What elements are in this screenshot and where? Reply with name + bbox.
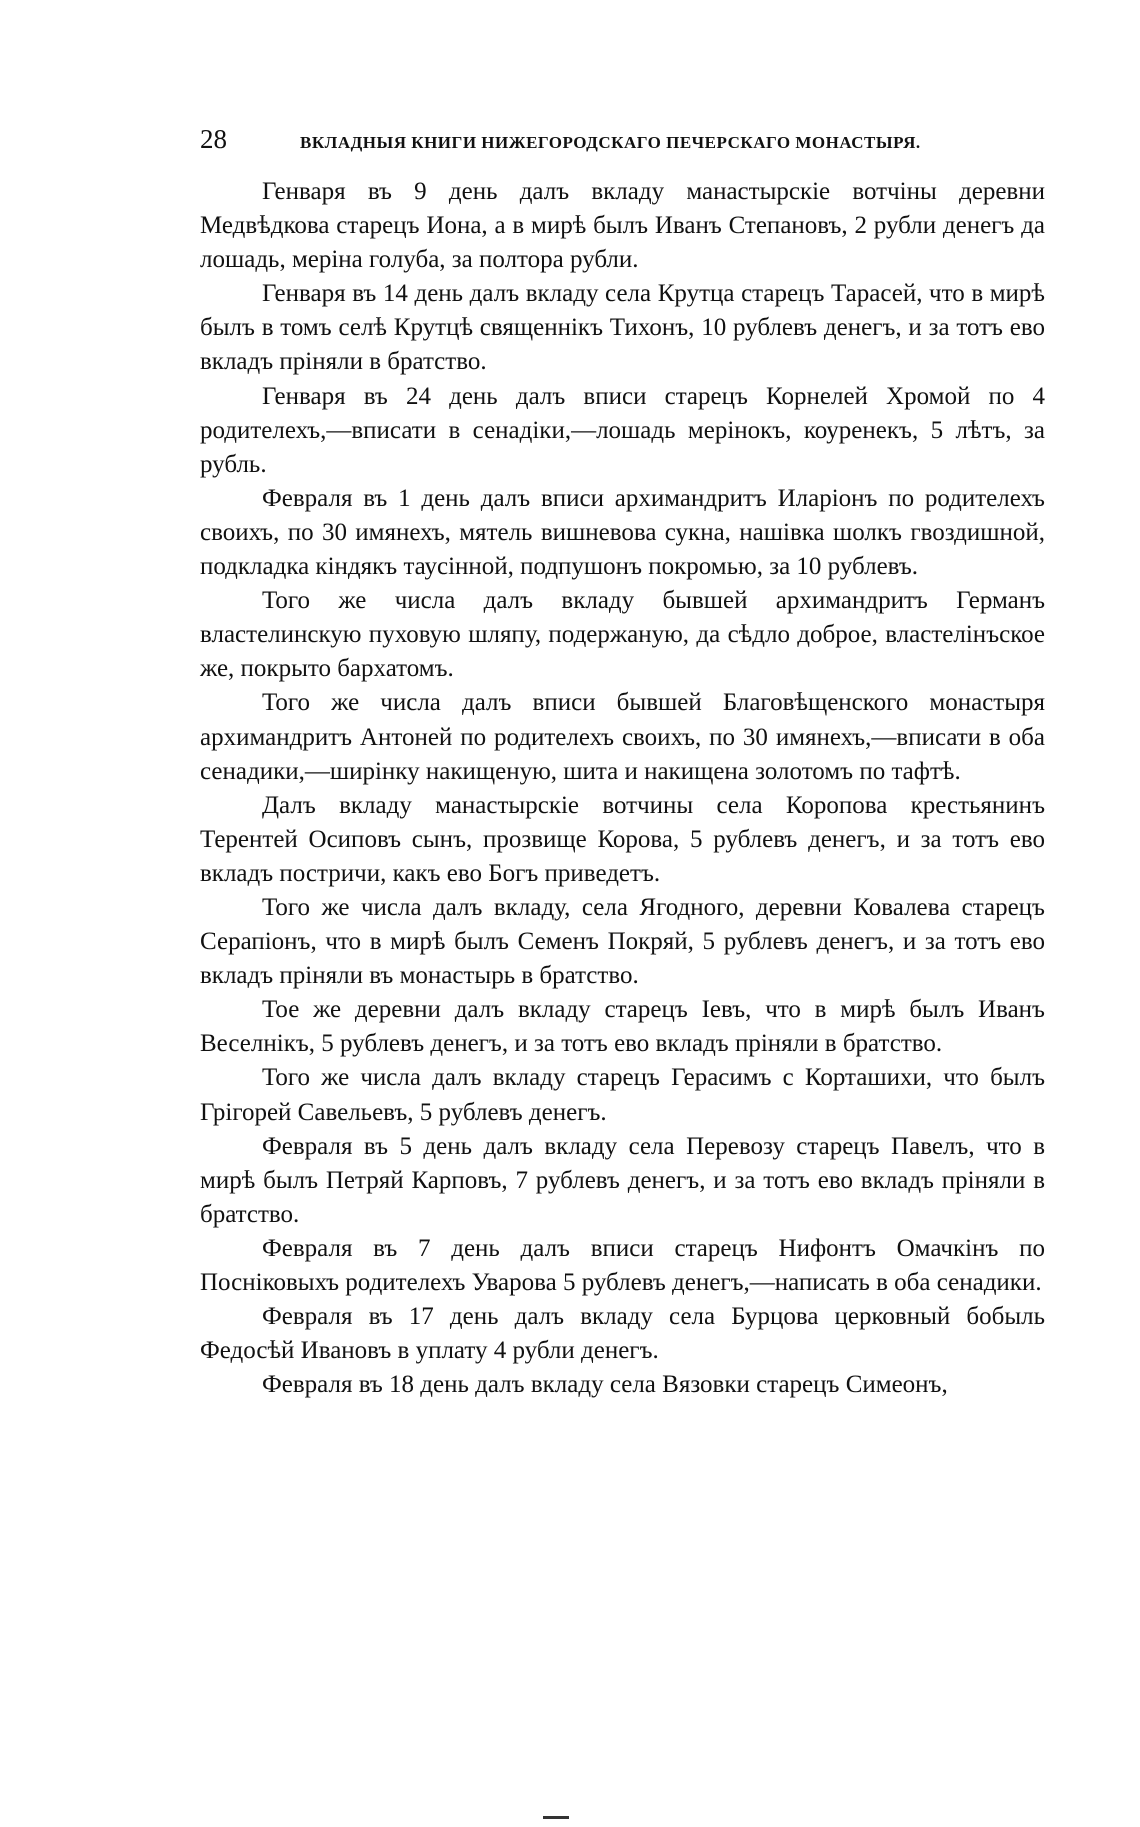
entry-paragraph: Февраля въ 5 день далъ вкладу села Перевозу старецъ Павелъ, что в мирѣ былъ Петряй Карповъ, 7 рублевъ денегъ, и за тотъ ево вкладъ пріняли в братство. [200,1132,1045,1228]
entry-paragraph: Февраля въ 17 день далъ вкладу села Бурцова церковный бобыль Федосѣй Ивановъ в уплату 4 рубли денегъ. [200,1303,1045,1365]
entry-paragraph: Того же числа далъ вкладу, села Ягодного, деревни Ковалева старецъ Серапіонъ, что в мирѣ былъ Семенъ Покряй, 5 рублевъ денегъ, и за тотъ ево вкладъ пріняли въ монастырь в братство. [200,893,1045,990]
entry-paragraph: Генваря въ 9 день далъ вкладу манастырскіе вотчіны деревни Медвѣдкова старецъ Иона, а в мирѣ былъ Иванъ Степановъ, 2 рубли денегъ да лошадь, меріна голуба, за полтора рубли. [200,178,1045,274]
entry-paragraph: Тое же деревни далъ вкладу старецъ Іевъ, что в мирѣ былъ Иванъ Веселнікъ, 5 рублевъ денегъ, и за тотъ ево вкладъ пріняли в братство. [200,996,1045,1058]
entry-paragraph: Далъ вкладу манастырскіе вотчины села Коропова крестьянинъ Терентей Осиповъ сынъ, прозвище Корова, 5 рублевъ денегъ, и за тотъ ево вкладъ постричи, какъ ево Богъ приведетъ. [200,791,1045,887]
entry-paragraph: Генваря въ 24 день далъ вписи старецъ Корнелей Хромой по 4 родителехъ,—вписати в сенадіки,—лошадь мерінокъ, коуренекъ, 5 лѣтъ, за рубль. [200,382,1045,478]
entry-paragraph: Того же числа далъ вписи бывшей Благовѣщенского монастыря архимандритъ Антоней по родителехъ своихъ, по 30 имянехъ,—вписати в оба сенадики,—ширінку накищеную, шита и накищена золотомъ по тафтѣ. [200,689,1045,785]
entry-paragraph: Того же числа далъ вкладу старецъ Герасимъ с Корташихи, что былъ Грігорей Савельевъ, 5 рублевъ денегъ. [200,1064,1045,1126]
entry-paragraph: Генваря въ 14 день далъ вкладу села Крутца старецъ Тарасей, что в мирѣ былъ в томъ селѣ Крутцѣ священнікъ Тихонъ, 10 рублевъ денегъ, и за тотъ ево вкладъ пріняли в братство. [200,280,1045,376]
page-number: 28 [200,124,227,154]
entry-paragraph: Февраля въ 18 день далъ вкладу села Вязовки старецъ Симеонъ, [262,1371,948,1399]
body-text [200,175,1045,1402]
entry-paragraph: Февраля въ 7 день далъ вписи старецъ Нифонтъ Омачкінъ по Посніковыхъ родителехъ Уварова 5 рублевъ денегъ,—написать в оба сенадики. [200,1234,1045,1296]
footer-dash [543,1816,569,1819]
entry-paragraph: Февраля въ 1 день далъ вписи архимандритъ Иларіонъ по родителехъ своихъ, по 30 имянехъ, мятель вишневова сукна, нашівка шолкъ гвоздишной, подкладка кіндякъ таусінной, подпушонъ покромью, за 10 рублевъ. [200,484,1045,581]
running-header [200,124,1045,164]
entry-paragraph: Того же числа далъ вкладу бывшей архимандритъ Германъ властелинскую пуховую шляпу, подержаную, да сѣдло доброе, властелінъское же, покрыто бархатомъ. [200,587,1045,683]
running-title: ВКЛАДНЫЯ КНИГИ НИЖЕГОРОДСКАГО ПЕЧЕРСКАГО МОНАСТЫРЯ. [300,133,921,152]
